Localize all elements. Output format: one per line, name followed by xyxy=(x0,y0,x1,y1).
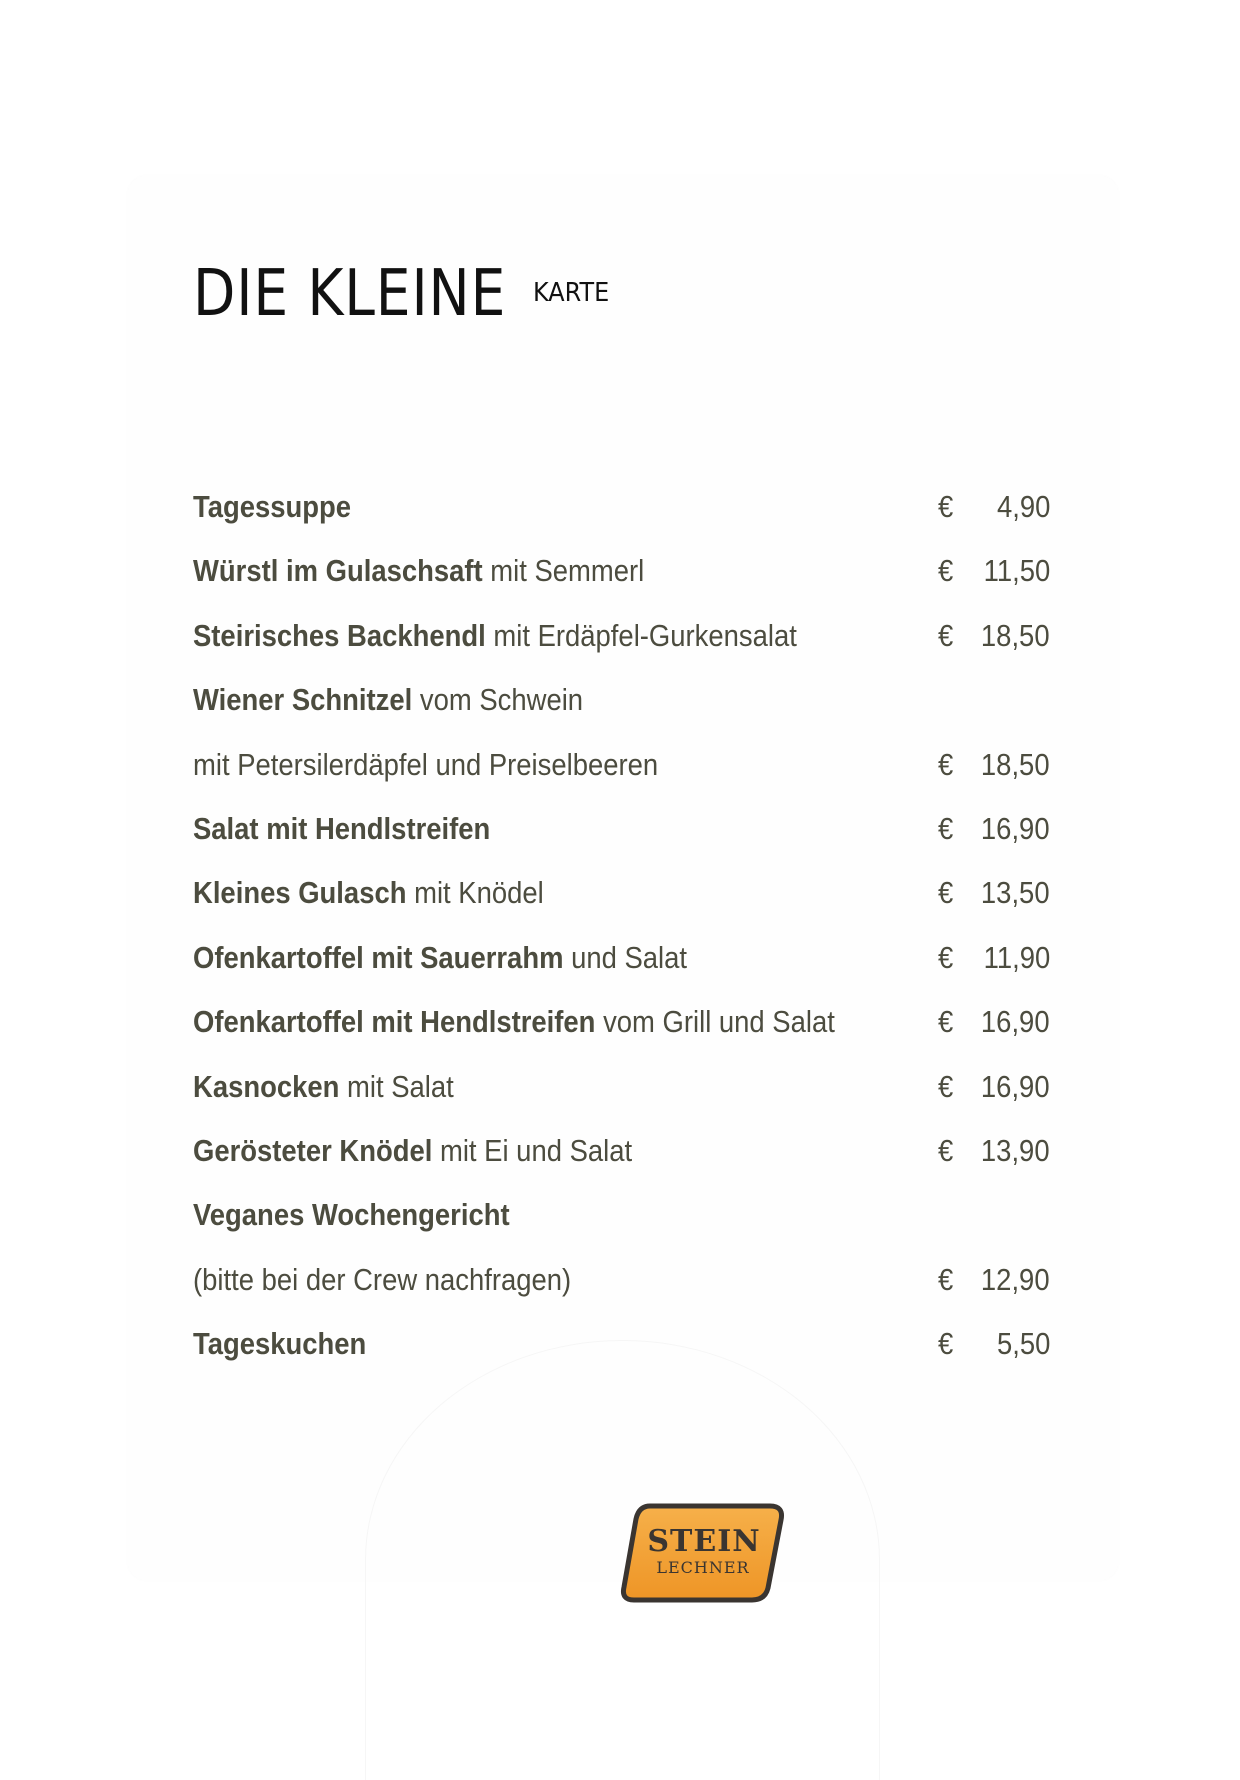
currency-symbol: € xyxy=(938,618,954,653)
menu-item-description: mit Salat xyxy=(339,1069,454,1104)
currency-symbol: € xyxy=(938,1326,954,1361)
menu-item-description: mit Knödel xyxy=(406,875,544,910)
menu-item-price xyxy=(938,1260,1050,1300)
price-amount: 11,50 xyxy=(983,553,1050,588)
menu-item-row xyxy=(193,616,1050,656)
menu-item-row xyxy=(193,680,1050,720)
menu-item-text xyxy=(193,1131,632,1171)
menu-item-name: Salat mit Hendlstreifen xyxy=(193,811,491,846)
price-amount: 16,90 xyxy=(981,811,1050,846)
menu-item-name: Steirisches Backhendl xyxy=(193,618,486,653)
menu-item-row xyxy=(193,938,1050,978)
menu-item-description: vom Grill und Salat xyxy=(595,1004,835,1039)
currency-symbol: € xyxy=(938,1262,954,1297)
menu-item-text xyxy=(193,1067,454,1107)
menu-list xyxy=(193,0,1050,1754)
menu-item-price xyxy=(938,938,1050,978)
menu-item-text xyxy=(193,616,797,656)
menu-item-row xyxy=(193,1195,1050,1235)
menu-item-description: (bitte bei der Crew nachfragen) xyxy=(193,1262,572,1297)
menu-item-text xyxy=(193,551,644,591)
menu-item-text xyxy=(193,1260,571,1300)
menu-item-row xyxy=(193,487,1050,527)
menu-item-price xyxy=(938,1002,1050,1042)
price-amount: 18,50 xyxy=(981,618,1050,653)
menu-item-text xyxy=(193,1002,835,1042)
menu-item-price xyxy=(938,873,1050,913)
price-amount: 18,50 xyxy=(981,747,1050,782)
menu-item-text xyxy=(193,745,658,785)
steinlechner-logo xyxy=(620,1500,790,1605)
menu-item-description: und Salat xyxy=(563,940,688,975)
menu-item-row xyxy=(193,809,1050,849)
menu-item-price xyxy=(938,1324,1050,1364)
menu-item-name: Veganes Wochengericht xyxy=(193,1197,510,1232)
menu-item-row xyxy=(193,1002,1050,1042)
menu-item-price xyxy=(938,745,1050,785)
menu-item-description: mit Ei und Salat xyxy=(432,1133,633,1168)
menu-item-name: Kleines Gulasch xyxy=(193,875,407,910)
currency-symbol: € xyxy=(938,1069,954,1104)
menu-item-description: mit Semmerl xyxy=(482,553,645,588)
menu-item-text xyxy=(193,873,544,913)
price-amount: 4,90 xyxy=(996,489,1050,524)
menu-item-name: Gerösteter Knödel xyxy=(193,1133,433,1168)
menu-title-main: DIE KLEINE xyxy=(193,257,507,331)
currency-symbol: € xyxy=(938,1133,954,1168)
menu-item-row xyxy=(193,745,1050,785)
logo-line-2: LECHNER xyxy=(656,1558,750,1577)
menu-item-description: vom Schwein xyxy=(412,682,584,717)
price-amount: 13,50 xyxy=(981,875,1050,910)
menu-item-price xyxy=(938,1131,1050,1171)
menu-item-text xyxy=(193,1324,366,1364)
price-amount: 12,90 xyxy=(981,1262,1050,1297)
menu-item-text xyxy=(193,809,490,849)
price-amount: 16,90 xyxy=(981,1004,1050,1039)
logo-line-1: STEIN xyxy=(647,1524,761,1559)
currency-symbol: € xyxy=(938,875,954,910)
menu-item-row xyxy=(193,1324,1050,1364)
menu-item-text xyxy=(193,1195,510,1235)
menu-item-name: Ofenkartoffel mit Sauerrahm xyxy=(193,940,564,975)
currency-symbol: € xyxy=(938,811,954,846)
price-amount: 5,50 xyxy=(996,1326,1050,1361)
price-amount: 16,90 xyxy=(981,1069,1050,1104)
menu-item-price xyxy=(938,616,1050,656)
menu-item-price xyxy=(938,1067,1050,1107)
price-amount: 13,90 xyxy=(981,1133,1050,1168)
currency-symbol: € xyxy=(938,1004,954,1039)
menu-item-name: Kasnocken xyxy=(193,1069,340,1104)
menu-item-name: Wiener Schnitzel xyxy=(193,682,413,717)
menu-item-price xyxy=(938,551,1050,591)
menu-item-price xyxy=(938,487,1050,527)
menu-item-row xyxy=(193,1131,1050,1171)
menu-item-name: Tagessuppe xyxy=(193,489,352,524)
menu-item-name: Ofenkartoffel mit Hendlstreifen xyxy=(193,1004,596,1039)
menu-item-name: Tageskuchen xyxy=(193,1326,367,1361)
menu-item-row xyxy=(193,873,1050,913)
currency-symbol: € xyxy=(938,489,954,524)
menu-item-text xyxy=(193,938,687,978)
menu-item-name: Würstl im Gulaschsaft xyxy=(193,553,483,588)
currency-symbol: € xyxy=(938,747,954,782)
menu-item-text xyxy=(193,680,583,720)
logo-badge-icon xyxy=(620,1500,790,1605)
price-amount: 11,90 xyxy=(983,940,1050,975)
menu-item-row xyxy=(193,1067,1050,1107)
menu-item-description: mit Erdäpfel-Gurkensalat xyxy=(485,618,797,653)
menu-item-description: mit Petersilerdäpfel und Preiselbeeren xyxy=(193,747,659,782)
menu-item-text xyxy=(193,487,351,527)
menu-item-price xyxy=(938,809,1050,849)
menu-item-row xyxy=(193,1260,1050,1300)
menu-title-superscript: KARTE xyxy=(533,278,610,308)
currency-symbol: € xyxy=(938,940,954,975)
menu-item-row xyxy=(193,551,1050,591)
currency-symbol: € xyxy=(938,553,954,588)
